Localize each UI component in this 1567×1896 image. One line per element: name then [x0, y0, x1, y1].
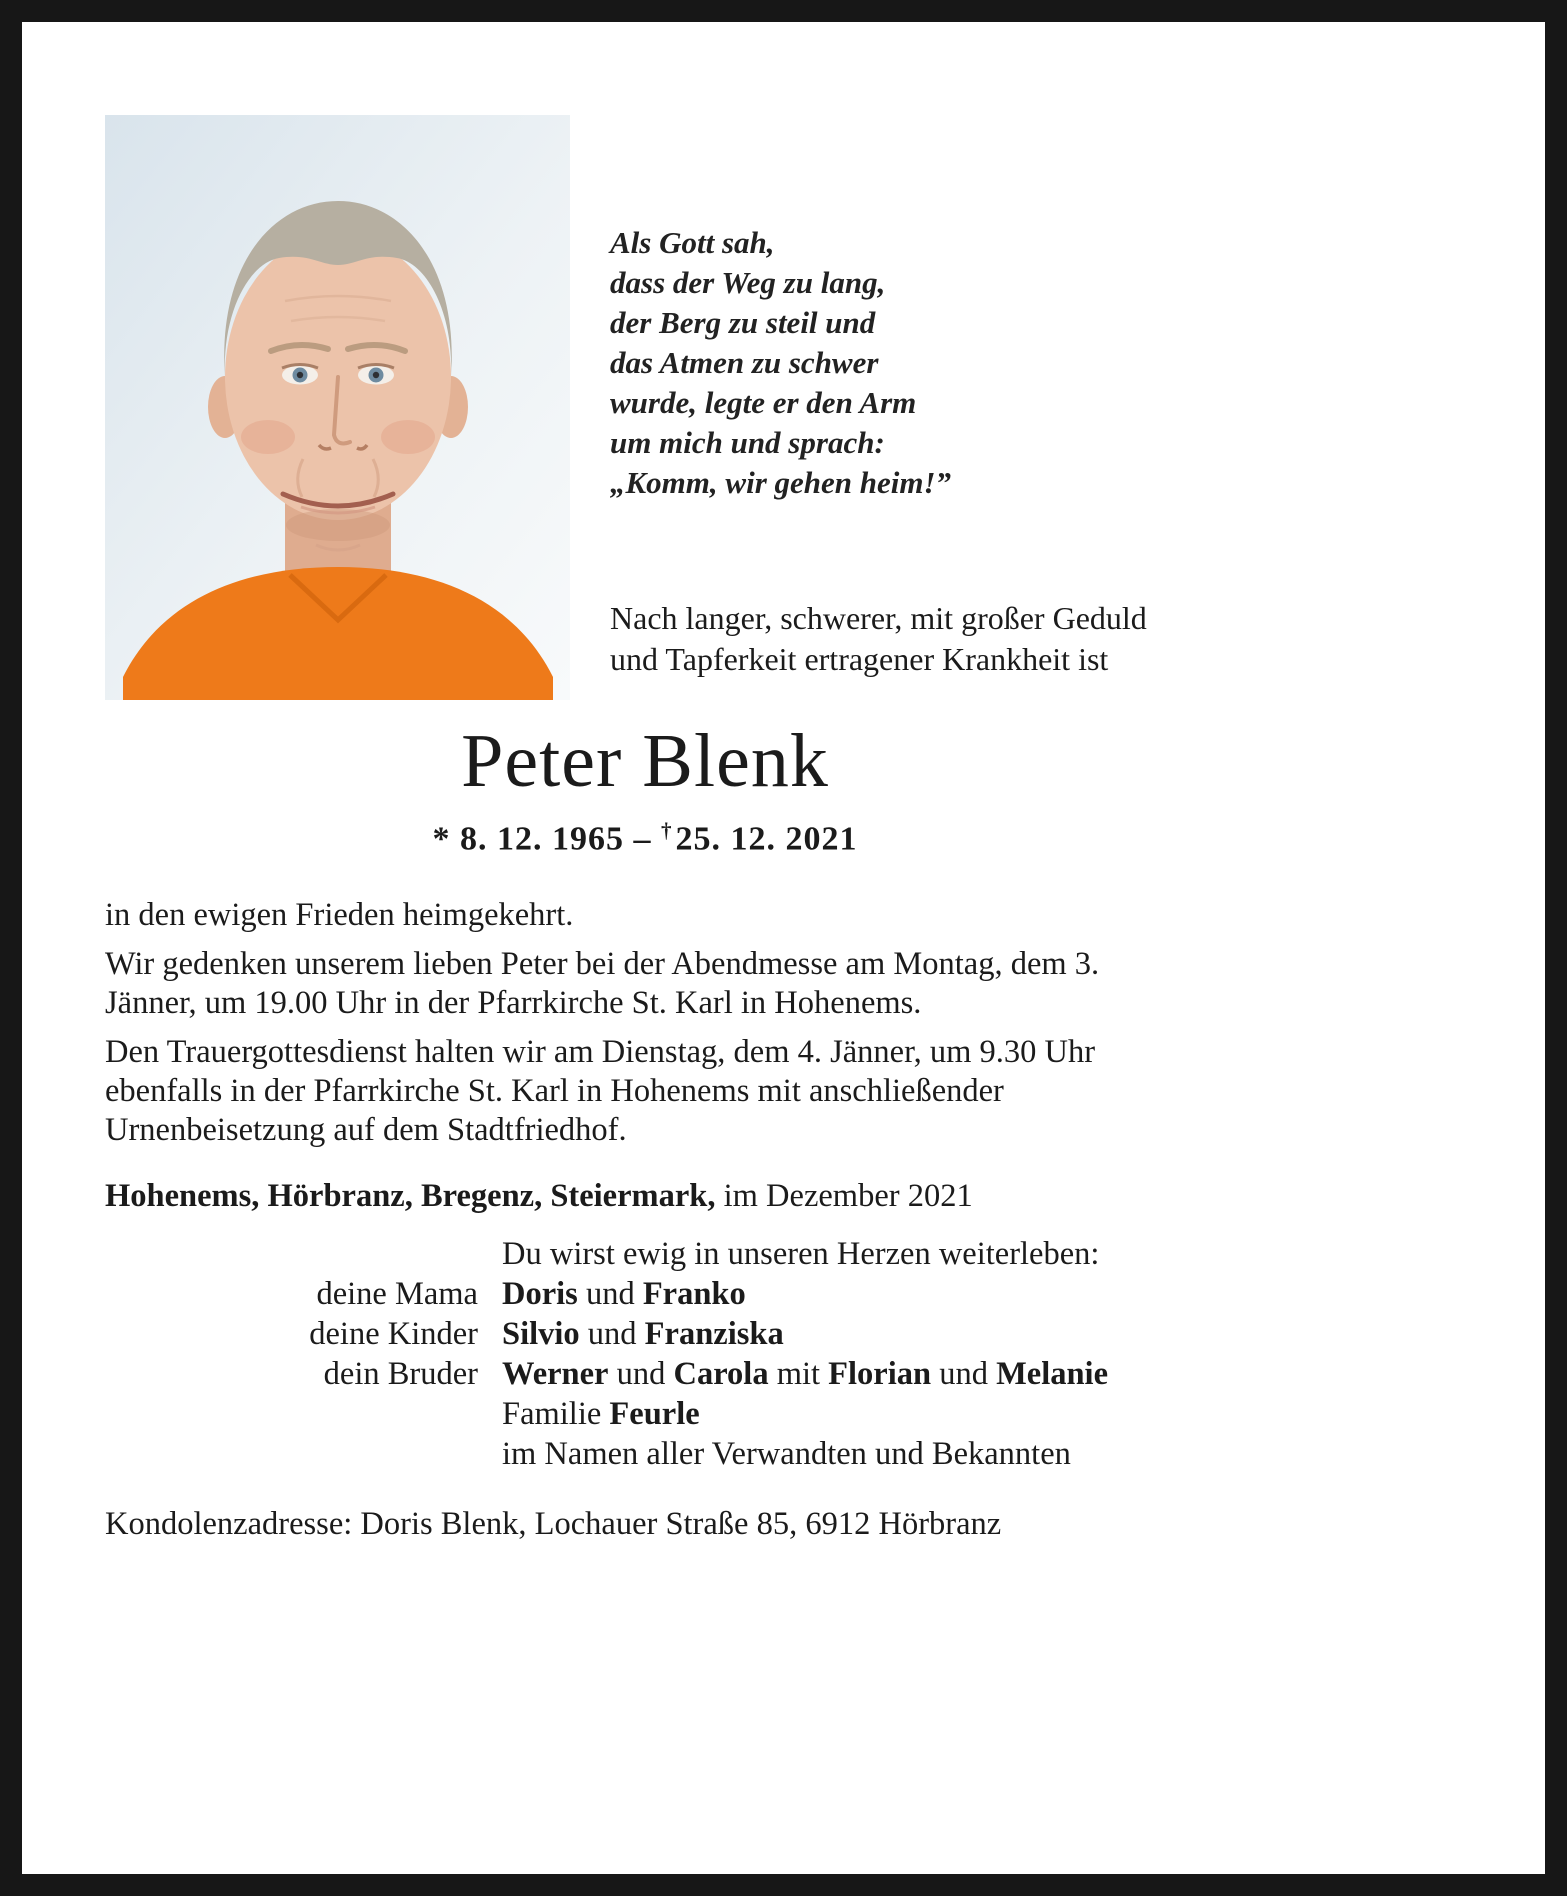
- top-section: [105, 115, 1185, 700]
- poem-line: um mich und sprach:: [610, 425, 885, 460]
- family-relation: deine Mama: [316, 1275, 478, 1312]
- memorial-poem: [610, 223, 1147, 503]
- portrait-photo: [105, 115, 570, 700]
- family-names: Doris und Franko: [502, 1275, 746, 1312]
- condolence-address: Kondolenzadresse: Doris Blenk, Lochauer Straße 85, 6912 Hörbranz: [105, 1505, 1002, 1542]
- body-paragraph: Wir gedenken unserem lieben Peter bei der Abendmesse am Montag, dem 3. Jänner, um 19.00 Uhr in der Pfarrkirche St. Karl in Hohenems.: [105, 945, 1100, 1021]
- family-header-row: [105, 1234, 1185, 1274]
- deceased-name: Peter Blenk: [461, 719, 829, 803]
- family-header: Du wirst ewig in unseren Herzen weiterleben:: [502, 1235, 1100, 1272]
- dates-dash: –: [633, 819, 652, 857]
- family-relation: dein Bruder: [323, 1355, 478, 1392]
- dateline: [105, 1176, 1185, 1216]
- family-row: [105, 1394, 1185, 1434]
- intro-line: Nach langer, schwerer, mit großer Geduld: [610, 600, 1147, 636]
- poem-line: Als Gott sah,: [610, 225, 775, 260]
- portrait-illustration: [105, 115, 570, 700]
- family-section: [105, 1234, 1185, 1474]
- obituary-body: [105, 896, 1185, 1150]
- poem-line: der Berg zu steil und: [610, 305, 876, 340]
- family-relation: deine Kinder: [309, 1315, 478, 1352]
- body-paragraph: in den ewigen Frieden heimgekehrt.: [105, 896, 574, 933]
- intro-line: und Tapferkeit ertragener Krankheit ist: [610, 641, 1109, 677]
- dateline-places: Hohenems, Hörbranz, Bregenz, Steiermark,: [105, 1177, 716, 1214]
- poem-line: „Komm, wir gehen heim!”: [610, 465, 952, 500]
- family-names: Familie Feurle: [502, 1395, 700, 1432]
- poem-line: dass der Weg zu lang,: [610, 265, 886, 300]
- body-paragraph: Den Trauergottesdienst halten wir am Dienstag, dem 4. Jänner, um 9.30 Uhr ebenfalls in der Pfarrkirche St. Karl in Hohenems mit anschließender Urnenbeisetzung auf dem Stadtfriedhof.: [105, 1033, 1096, 1148]
- family-row: [105, 1314, 1185, 1354]
- dateline-date: im Dezember 2021: [715, 1177, 973, 1214]
- family-row: [105, 1274, 1185, 1314]
- family-row: [105, 1434, 1185, 1474]
- family-relation: [105, 1434, 478, 1474]
- family-relation: [105, 1394, 478, 1434]
- family-names: Werner und Carola mit Florian und Melanie: [502, 1355, 1109, 1392]
- family-names: im Namen aller Verwandten und Bekannten: [502, 1435, 1071, 1472]
- intro-text: [610, 598, 1147, 680]
- family-row: [105, 1354, 1185, 1394]
- death-date: 25. 12. 2021: [675, 819, 858, 857]
- obituary-content: [22, 115, 1185, 1544]
- poem-line: das Atmen zu schwer: [610, 345, 879, 380]
- death-cross-icon: †: [660, 817, 673, 842]
- life-dates: [105, 818, 1185, 858]
- poem-line: wurde, legte er den Arm: [610, 385, 917, 420]
- top-right-column: [610, 115, 1147, 700]
- birth-date: * 8. 12. 1965: [432, 819, 624, 857]
- family-names: Silvio und Franziska: [502, 1315, 784, 1352]
